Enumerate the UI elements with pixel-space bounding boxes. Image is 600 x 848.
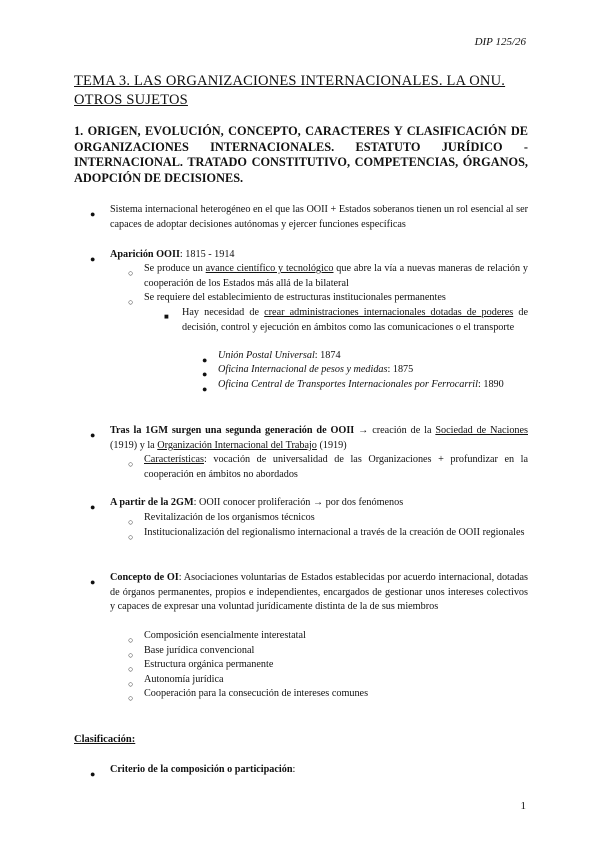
page-number: 1 <box>520 800 526 812</box>
circle-bullet-icon: ○ <box>128 635 134 645</box>
circle-bullet-icon: ○ <box>128 268 134 278</box>
concepto-item: Autonomía jurídica <box>144 674 224 685</box>
iigm-sub-1: Revitalización de los organismos técnicos <box>144 512 315 523</box>
bullet-icon: ● <box>90 577 96 587</box>
aparicion-sub-1: Se produce un avance científico y tecnológico que abre la vía a nuevas maneras de relación y cooperación de los Estados más allá de la bilateral <box>144 263 528 289</box>
page-header: DIP 125/26 <box>474 36 526 48</box>
igm-caracteristicas: Características: vocación de universalidad de las Organizaciones + profundizar en la cooperación en ámbitos no abordados <box>144 454 528 480</box>
bullet-icon: ● <box>202 369 208 379</box>
page-title: TEMA 3. LAS ORGANIZACIONES INTERNACIONALES. LA ONU. OTROS SUJETOS <box>74 73 506 108</box>
circle-bullet-icon: ○ <box>128 532 134 542</box>
iigm-sub-2: Institucionalización del regionalismo internacional a través de la creación de OOII regionales <box>144 527 525 538</box>
bullet-icon: ● <box>202 384 208 394</box>
circle-bullet-icon: ○ <box>128 517 134 527</box>
bullet-icon: ● <box>90 254 96 264</box>
concepto-paragraph: Concepto de OI: Asociaciones voluntarias de Estados establecidas por acuerdo internacional, dotadas de órganos permanentes, propios e independientes, encargados de gestionar unos intereses colectivos y capaces de expresar una voluntad jurídicamente distinta de la de sus miembros <box>110 572 528 613</box>
circle-bullet-icon: ○ <box>128 679 134 689</box>
concepto-item: Cooperación para la consecución de intereses comunes <box>144 688 369 699</box>
paragraph-intro: Sistema internacional heterogéneo en el que las OOII + Estados soberanos tienen un rol esencial al ser capaces de adoptar decisiones autónomas y ejercer funciones específicas <box>110 204 528 230</box>
aparicion-sub-sub-1: Hay necesidad de crear administraciones internacionales dotadas de poderes de decisión, control y ejecución en ámbitos como las comunicaciones o el transporte <box>182 307 528 333</box>
aparicion-item: Unión Postal Universal: 1874 <box>218 350 341 361</box>
bullet-icon: ● <box>202 355 208 365</box>
aparicion-sub-2: Se requiere del establecimiento de estructuras institucionales permanentes <box>144 292 446 303</box>
bullet-icon: ● <box>90 502 96 512</box>
igm-paragraph: Tras la 1GM surgen una segunda generación de OOII → creación de la Sociedad de Naciones (1919) y la Organización Internacional del Trabajo (1919) <box>110 425 528 451</box>
circle-bullet-icon: ○ <box>128 664 134 674</box>
circle-bullet-icon: ○ <box>128 693 134 703</box>
aparicion-item: Oficina Internacional de pesos y medidas: 1875 <box>218 364 414 375</box>
square-bullet-icon: ■ <box>164 312 169 321</box>
aparicion-item: Oficina Central de Transportes Internacionales por Ferrocarril: 1890 <box>218 379 504 390</box>
bullet-icon: ● <box>90 209 96 219</box>
iigm-paragraph: A partir de la 2GM: OOII conocer proliferación → por dos fenómenos <box>110 497 404 508</box>
circle-bullet-icon: ○ <box>128 459 134 469</box>
circle-bullet-icon: ○ <box>128 650 134 660</box>
criterio-item: Criterio de la composición o participación: <box>110 764 296 775</box>
aparicion-heading: Aparición OOII: 1815 - 1914 <box>110 249 235 260</box>
bullet-icon: ● <box>90 769 96 779</box>
concepto-item: Estructura orgánica permanente <box>144 659 274 670</box>
concepto-item: Composición esencialmente interestatal <box>144 630 306 641</box>
clasificacion-heading: Clasificación: <box>74 734 136 745</box>
circle-bullet-icon: ○ <box>128 297 134 307</box>
section-heading: 1. ORIGEN, EVOLUCIÓN, CONCEPTO, CARACTERES Y CLASIFICACIÓN DE ORGANIZACIONES INTERNACIONALES. ESTATUTO JURÍDICO - INTERNACIONAL. TRATADO CONSTITUTIVO, COMPETENCIAS, ÓRGANOS, ADOPCIÓN DE DECISIONES. <box>74 124 528 185</box>
bullet-icon: ● <box>90 430 96 440</box>
concepto-item: Base jurídica convencional <box>144 645 255 656</box>
